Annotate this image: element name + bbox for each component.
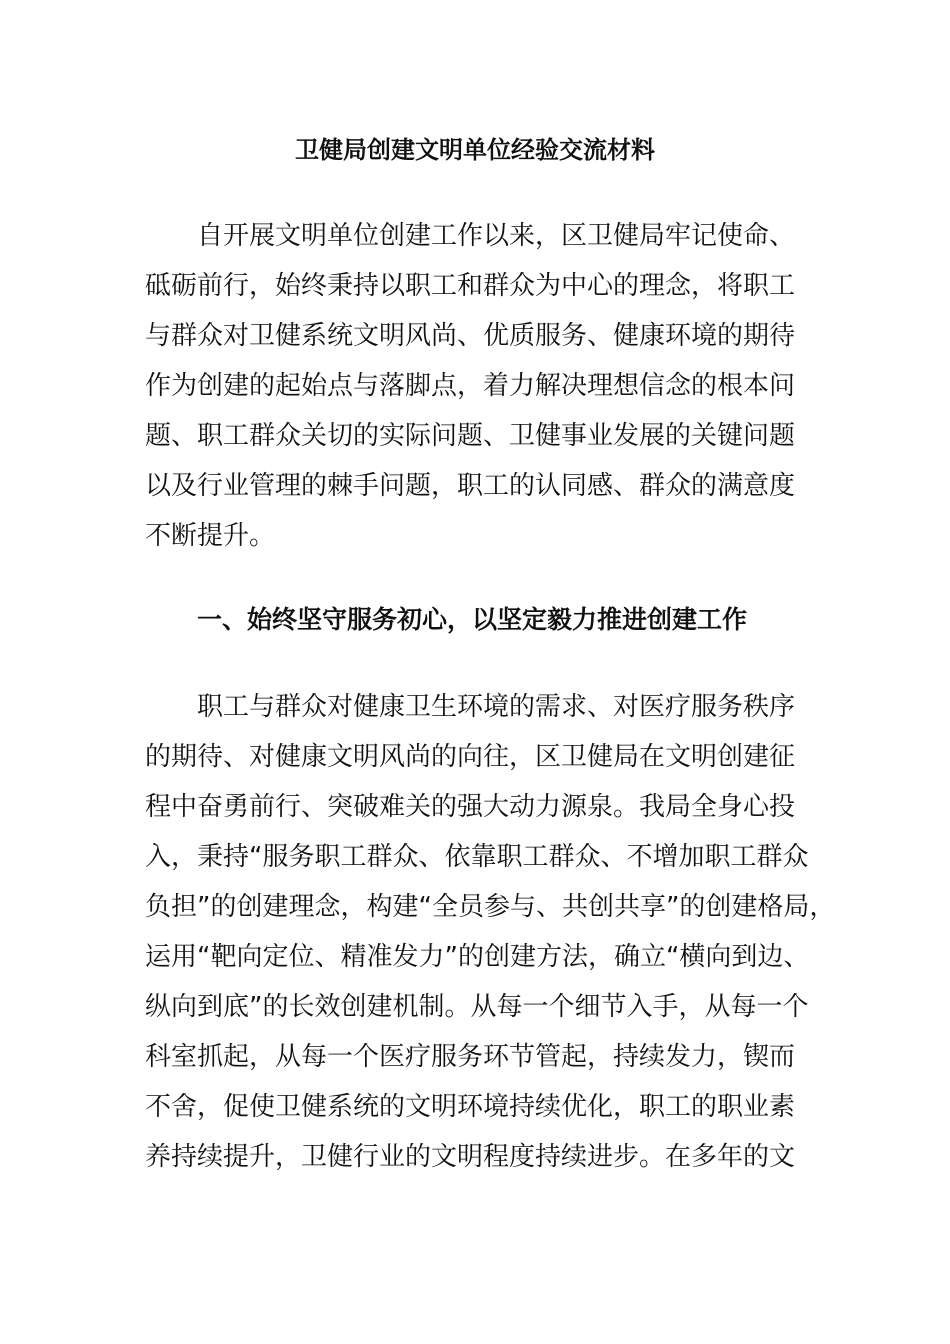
section-heading: 一、始终坚守服务初心，以坚定毅力推进创建工作 — [197, 605, 748, 634]
paragraph-line: 入，秉持“服务职工群众、依靠职工群众、不增加职工群众 — [145, 842, 809, 872]
paragraph-line: 的期待、对健康文明风尚的向往，区卫健局在文明创建征 — [145, 742, 796, 772]
paragraph-line: 科室抓起，从每一个医疗服务环节管起，持续发力，锲而 — [145, 1042, 796, 1072]
paragraph-line: 纵向到底”的长效创建机制。从每一个细节入手，从每一个 — [145, 992, 809, 1022]
paragraph-line: 与群众对卫健系统文明风尚、优质服务、健康环境的期待 — [145, 321, 796, 351]
paragraph-section1 — [145, 682, 836, 1182]
paragraph-line: 作为创建的起始点与落脚点，着力解决理想信念的根本问 — [145, 371, 796, 401]
paragraph-line: 题、职工群众关切的实际问题、卫健事业发展的关键问题 — [145, 421, 796, 451]
paragraph-line: 不舍，促使卫健系统的文明环境持续优化，职工的职业素 — [145, 1092, 796, 1122]
paragraph-line: 养持续提升，卫健行业的文明程度持续进步。在多年的文 — [145, 1142, 796, 1172]
paragraph-line: 职工与群众对健康卫生环境的需求、对医疗服务秩序 — [197, 692, 796, 722]
paragraph-line: 以及行业管理的棘手问题，职工的认同感、群众的满意度 — [145, 471, 796, 501]
paragraph-line: 自开展文明单位创建工作以来，区卫健局牢记使命、 — [197, 221, 796, 251]
document-title: 卫健局创建文明单位经验交流材料 — [295, 136, 655, 164]
paragraph-line: 不断提升。 — [145, 521, 276, 551]
paragraph-intro — [145, 211, 805, 561]
paragraph-line: 砥砺前行，始终秉持以职工和群众为中心的理念，将职工 — [145, 271, 796, 301]
paragraph-line: 负担”的创建理念，构建“全员参与、共创共享”的创建格局， — [145, 892, 836, 922]
paragraph-line: 程中奋勇前行、突破难关的强大动力源泉。我局全身心投 — [145, 792, 796, 822]
paragraph-line: 运用“靶向定位、精准发力”的创建方法，确立“横向到边、 — [145, 942, 810, 972]
